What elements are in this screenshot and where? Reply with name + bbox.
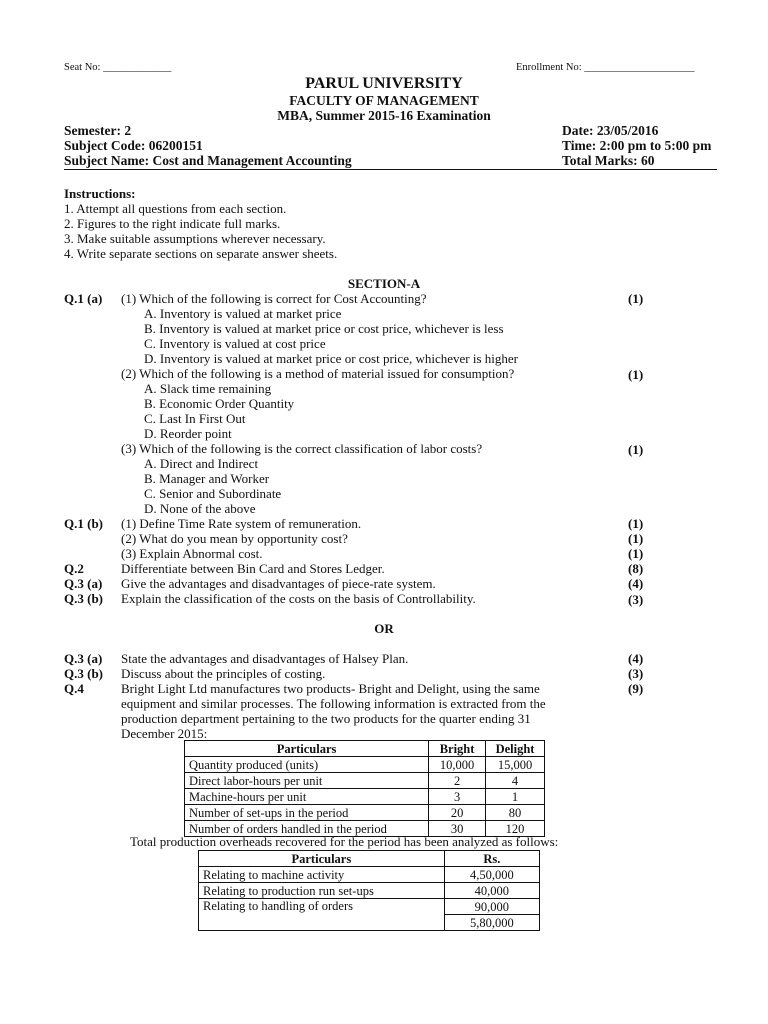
faculty-name: FACULTY OF MANAGEMENT [289,93,479,108]
table-cell: 40,000 [444,883,539,899]
table-cell: Quantity produced (units) [185,757,429,773]
overheads-text: Total production overheads recovered for the period has been analyzed as follows: [130,834,559,849]
option: A. Inventory is valued at market price [144,306,342,321]
table-cell: 120 [486,821,545,837]
table-cell: 1 [486,789,545,805]
question-text: equipment and similar processes. The following information is extracted from the [121,696,546,711]
marks: (1) [628,546,644,561]
question-text: (3) Explain Abnormal cost. [121,546,263,561]
university-name: PARUL UNIVERSITY [305,75,463,92]
table-cell: 2 [429,773,486,789]
table-header-cell: Rs. [444,851,539,867]
total-marks: Total Marks: 60 [562,153,655,168]
question-label: Q.3 (b) [64,591,103,606]
marks: (4) [628,651,644,666]
header-divider [64,169,717,170]
question-label: Q.3 (a) [64,651,103,666]
question-text: (1) Define Time Rate system of remuneration. [121,516,362,531]
marks: (1) [628,442,644,457]
question-text: December 2015: [121,726,208,741]
instruction-item: 3. Make suitable assumptions wherever necessary. [64,231,326,246]
question-text: production department pertaining to the two products for the quarter ending 31 [121,711,531,726]
table-row [199,867,540,883]
question-text: (2) What do you mean by opportunity cost? [121,531,348,546]
marks: (3) [628,592,644,607]
table-cell: 30 [429,821,486,837]
question-label: Q.1 (b) [64,516,103,531]
exam-title: MBA, Summer 2015-16 Examination [277,108,491,123]
question-text: (2) Which of the following is a method of material issued for consumption? [121,366,515,381]
question-text: (1) Which of the following is correct for Cost Accounting? [121,291,427,306]
table-cell: Relating to handling of orders [199,899,445,931]
marks: (3) [628,666,644,681]
question-label: Q.2 [64,561,84,576]
question-label: Q.1 (a) [64,291,103,306]
question-label: Q.4 [64,681,84,696]
or-divider: OR [374,621,394,636]
table-cell: Machine-hours per unit [185,789,429,805]
marks: (1) [628,531,644,546]
table-cell: 80 [486,805,545,821]
marks: (1) [628,291,644,306]
subject-code: Subject Code: 06200151 [64,138,203,153]
table-cell: 3 [429,789,486,805]
subject-name: Subject Name: Cost and Management Accounting [64,153,352,168]
option: C. Last In First Out [144,411,246,426]
option: D. Reorder point [144,426,232,441]
table-header-cell: Delight [486,741,545,757]
option: A. Slack time remaining [144,381,272,396]
marks: (8) [628,561,644,576]
option: A. Direct and Indirect [144,456,259,471]
question-text: State the advantages and disadvantages of Halsey Plan. [121,651,409,666]
table-cell: Relating to production run set-ups [199,883,445,899]
enrollment-no: Enrollment No: _____________________ [516,62,695,73]
table-cell: Number of set-ups in the period [185,805,429,821]
table-header-row [199,851,540,867]
table-cell: 15,000 [486,757,545,773]
table-row [199,883,540,899]
table-row [185,773,545,789]
table-cell: Direct labor-hours per unit [185,773,429,789]
table-header-cell: Particulars [185,741,429,757]
question-text: Explain the classification of the costs on the basis of Controllability. [121,591,476,606]
table-cell: 20 [429,805,486,821]
table-header-cell: Bright [429,741,486,757]
instructions-title: Instructions: [64,186,136,201]
marks: (1) [628,516,644,531]
table-header-row [185,741,545,757]
table-cell: 10,000 [429,757,486,773]
option: B. Economic Order Quantity [144,396,295,411]
question-label: Q.3 (a) [64,576,103,591]
production-table [184,740,545,837]
seat-no: Seat No: _____________ [64,62,172,73]
option: B. Inventory is valued at market price or cost price, whichever is less [144,321,504,336]
table-total-cell: 5,80,000 [444,915,539,931]
question-text: Bright Light Ltd manufactures two products- Bright and Delight, using the same [121,681,540,696]
marks: (9) [628,681,644,696]
option: D. Inventory is valued at market price or cost price, whichever is higher [144,351,518,366]
table-cell: 4,50,000 [444,867,539,883]
question-text: Give the advantages and disadvantages of piece-rate system. [121,576,436,591]
table-header-cell: Particulars [199,851,445,867]
option: C. Inventory is valued at cost price [144,336,326,351]
table-row [185,789,545,805]
exam-date: Date: 23/05/2016 [562,123,659,138]
overheads-table [198,850,540,931]
option: C. Senior and Subordinate [144,486,282,501]
table-cell: Number of orders handled in the period [185,821,429,837]
table-cell: 4 [486,773,545,789]
section-title: SECTION-A [347,276,421,291]
question-text: Discuss about the principles of costing. [121,666,326,681]
marks: (4) [628,576,644,591]
table-row [185,805,545,821]
instruction-item: 2. Figures to the right indicate full marks. [64,216,281,231]
exam-time: Time: 2:00 pm to 5:00 pm [562,138,712,153]
question-text: (3) Which of the following is the correct classification of labor costs? [121,441,483,456]
instruction-item: 1. Attempt all questions from each section. [64,201,287,216]
semester: Semester: 2 [64,123,132,138]
table-row [199,899,540,915]
option: D. None of the above [144,501,256,516]
table-cell: 90,000 [444,899,539,915]
marks: (1) [628,367,644,382]
option: B. Manager and Worker [144,471,270,486]
table-cell: Relating to machine activity [199,867,445,883]
instruction-item: 4. Write separate sections on separate answer sheets. [64,246,338,261]
question-text: Differentiate between Bin Card and Stores Ledger. [121,561,385,576]
question-label: Q.3 (b) [64,666,103,681]
table-row [185,757,545,773]
